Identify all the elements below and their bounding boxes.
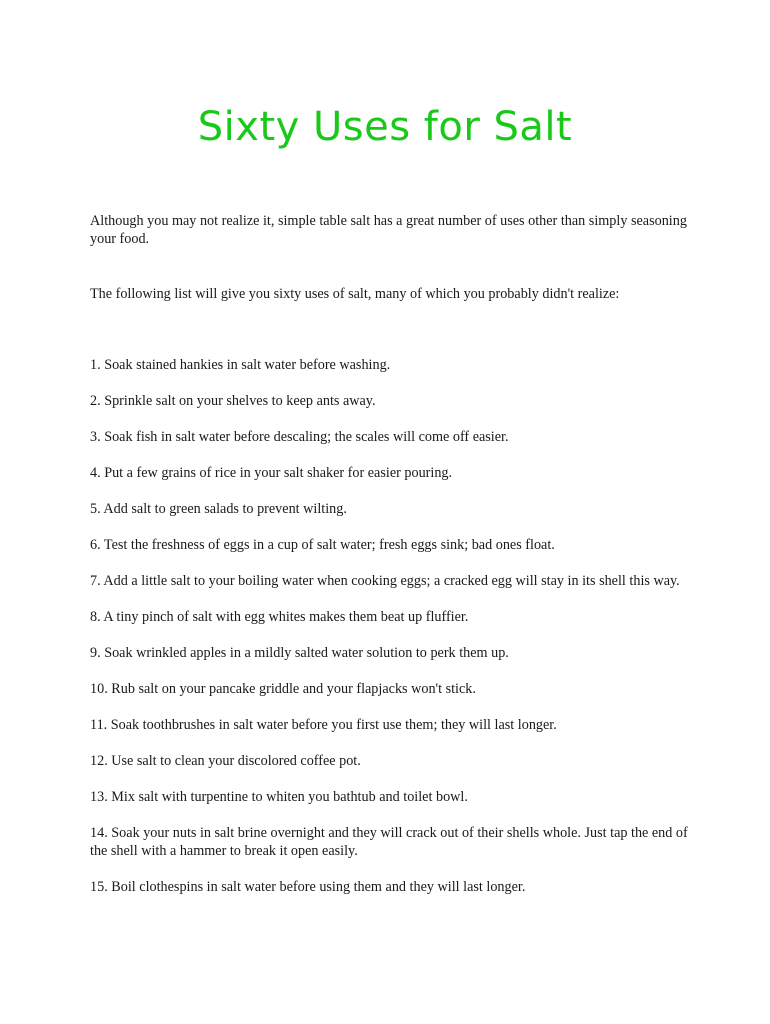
list-item: 9. Soak wrinkled apples in a mildly salted water solution to perk them up. (90, 645, 509, 661)
intro-paragraph: Although you may not realize it, simple table salt has a great number of uses other than simply seasoning your food. (90, 213, 687, 247)
uses-list (90, 356, 690, 914)
list-item: 2. Sprinkle salt on your shelves to keep ants away. (90, 393, 376, 409)
list-item: 11. Soak toothbrushes in salt water before you first use them; they will last longer. (90, 717, 557, 733)
list-item: 7. Add a little salt to your boiling water when cooking eggs; a cracked egg will stay in its shell this way. (90, 573, 680, 589)
list-item: 10. Rub salt on your pancake griddle and your flapjacks won't stick. (90, 681, 476, 697)
list-item: 12. Use salt to clean your discolored coffee pot. (90, 753, 361, 769)
list-item: 14. Soak your nuts in salt brine overnight and they will crack out of their shells whole. Just tap the end of the shell with a hammer to break it open easily. (90, 825, 688, 859)
list-item: 5. Add salt to green salads to prevent wilting. (90, 501, 347, 517)
list-item: 8. A tiny pinch of salt with egg whites makes them beat up fluffier. (90, 609, 469, 625)
list-item: 15. Boil clothespins in salt water before using them and they will last longer. (90, 879, 526, 895)
lead-paragraph: The following list will give you sixty uses of salt, many of which you probably didn't realize: (90, 286, 620, 302)
list-item: 3. Soak fish in salt water before descaling; the scales will come off easier. (90, 429, 509, 445)
list-item: 6. Test the freshness of eggs in a cup of salt water; fresh eggs sink; bad ones float. (90, 537, 555, 553)
list-item: 4. Put a few grains of rice in your salt shaker for easier pouring. (90, 465, 453, 481)
list-item: 13. Mix salt with turpentine to whiten you bathtub and toilet bowl. (90, 789, 468, 805)
page-title: Sixty Uses for Salt (197, 104, 573, 150)
list-item: 1. Soak stained hankies in salt water before washing. (90, 357, 391, 373)
